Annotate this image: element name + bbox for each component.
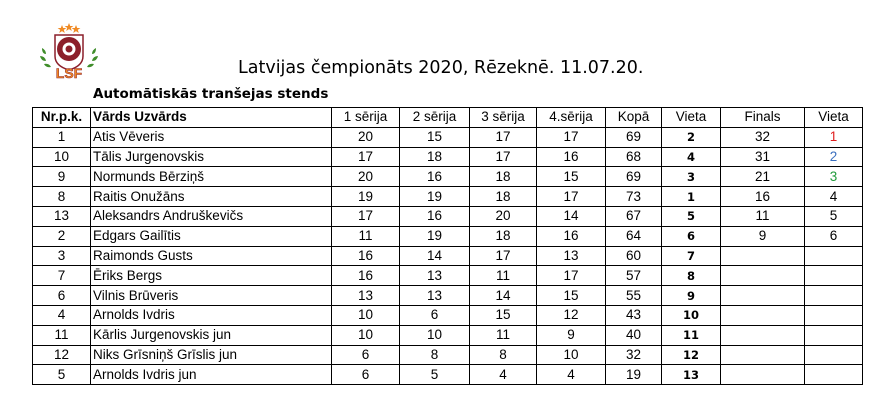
cell-series-1: 16 <box>332 246 400 266</box>
cell-name: Aleksandrs Andruškevičs <box>91 206 332 226</box>
cell-total: 68 <box>606 147 662 167</box>
cell-final-place <box>805 286 863 306</box>
cell-series-4: 14 <box>537 206 606 226</box>
cell-place: 4 <box>662 147 721 167</box>
cell-nr: 8 <box>33 187 91 207</box>
table-row <box>33 187 863 207</box>
col-header-name: Vārds Uzvārds <box>91 108 332 128</box>
cell-name: Raimonds Gusts <box>91 246 332 266</box>
cell-total: 32 <box>606 345 662 365</box>
table-row <box>33 286 863 306</box>
lsf-shooting-federation-logo-icon <box>36 22 102 80</box>
cell-total: 55 <box>606 286 662 306</box>
cell-series-4: 17 <box>537 266 606 286</box>
cell-total: 40 <box>606 325 662 345</box>
cell-series-2: 8 <box>400 345 470 365</box>
cell-name: Normunds Bērziņš <box>91 167 332 187</box>
table-row <box>33 226 863 246</box>
cell-total: 73 <box>606 187 662 207</box>
cell-series-3: 18 <box>470 187 537 207</box>
cell-series-1: 17 <box>332 206 400 226</box>
cell-series-1: 11 <box>332 226 400 246</box>
cell-final-place <box>805 266 863 286</box>
cell-series-4: 15 <box>537 167 606 187</box>
cell-place: 2 <box>662 127 721 147</box>
svg-text:LSF: LSF <box>55 65 83 80</box>
cell-nr: 10 <box>33 147 91 167</box>
cell-place: 12 <box>662 345 721 365</box>
cell-final-place: 1 <box>805 127 863 147</box>
cell-series-4: 17 <box>537 127 606 147</box>
cell-nr: 6 <box>33 286 91 306</box>
cell-place: 10 <box>662 305 721 325</box>
cell-final-place <box>805 305 863 325</box>
cell-series-3: 17 <box>470 246 537 266</box>
cell-series-1: 19 <box>332 187 400 207</box>
cell-series-3: 11 <box>470 325 537 345</box>
cell-series-1: 20 <box>332 127 400 147</box>
cell-final-score: 11 <box>721 206 805 226</box>
cell-series-2: 13 <box>400 266 470 286</box>
cell-final-score <box>721 365 805 385</box>
cell-name: Arnolds Ivdris <box>91 305 332 325</box>
cell-series-4: 17 <box>537 187 606 207</box>
cell-final-score <box>721 286 805 306</box>
cell-series-1: 20 <box>332 167 400 187</box>
cell-series-3: 17 <box>470 127 537 147</box>
cell-series-4: 16 <box>537 226 606 246</box>
col-header-total: Kopā <box>606 108 662 128</box>
cell-final-score: 32 <box>721 127 805 147</box>
cell-final-place: 3 <box>805 167 863 187</box>
cell-name: Atis Vēveris <box>91 127 332 147</box>
cell-series-2: 16 <box>400 206 470 226</box>
cell-total: 69 <box>606 127 662 147</box>
lsf-logo <box>36 22 102 80</box>
cell-nr: 4 <box>33 305 91 325</box>
cell-final-score <box>721 266 805 286</box>
cell-place: 3 <box>662 167 721 187</box>
table-row <box>33 206 863 226</box>
cell-total: 67 <box>606 206 662 226</box>
cell-name: Raitis Onužāns <box>91 187 332 207</box>
cell-series-2: 10 <box>400 325 470 345</box>
col-header-series-4: 4.sērija <box>537 108 606 128</box>
table-row <box>33 127 863 147</box>
col-header-final-place: Vieta <box>805 108 863 128</box>
table-row <box>33 325 863 345</box>
cell-series-4: 12 <box>537 305 606 325</box>
table-row <box>33 266 863 286</box>
cell-total: 64 <box>606 226 662 246</box>
cell-series-2: 19 <box>400 226 470 246</box>
cell-series-1: 6 <box>332 365 400 385</box>
discipline-subtitle: Automātiskās tranšejas stends <box>93 86 329 102</box>
table-row <box>33 147 863 167</box>
cell-series-3: 15 <box>470 305 537 325</box>
results-table <box>32 107 863 385</box>
cell-final-place <box>805 325 863 345</box>
col-header-series-1: 1 sērija <box>332 108 400 128</box>
cell-final-score: 16 <box>721 187 805 207</box>
table-row <box>33 305 863 325</box>
col-header-series-2: 2 sērija <box>400 108 470 128</box>
cell-nr: 1 <box>33 127 91 147</box>
cell-final-score: 21 <box>721 167 805 187</box>
cell-name: Vilnis Brūveris <box>91 286 332 306</box>
cell-series-3: 18 <box>470 167 537 187</box>
cell-place: 9 <box>662 286 721 306</box>
cell-place: 7 <box>662 246 721 266</box>
cell-place: 1 <box>662 187 721 207</box>
cell-total: 69 <box>606 167 662 187</box>
cell-final-place: 2 <box>805 147 863 167</box>
cell-nr: 11 <box>33 325 91 345</box>
cell-series-2: 15 <box>400 127 470 147</box>
cell-series-1: 6 <box>332 345 400 365</box>
cell-series-4: 4 <box>537 365 606 385</box>
col-header-nr: Nr.p.k. <box>33 108 91 128</box>
table-row <box>33 365 863 385</box>
page-title: Latvijas čempionāts 2020, Rēzeknē. 11.07.20. <box>238 58 644 78</box>
cell-final-score <box>721 345 805 365</box>
cell-total: 60 <box>606 246 662 266</box>
table-row <box>33 345 863 365</box>
cell-series-1: 13 <box>332 286 400 306</box>
cell-series-3: 14 <box>470 286 537 306</box>
cell-name: Tālis Jurgenovskis <box>91 147 332 167</box>
cell-place: 6 <box>662 226 721 246</box>
cell-name: Arnolds Ivdris jun <box>91 365 332 385</box>
cell-final-place <box>805 345 863 365</box>
cell-series-1: 10 <box>332 305 400 325</box>
cell-series-3: 18 <box>470 226 537 246</box>
cell-total: 57 <box>606 266 662 286</box>
cell-series-4: 9 <box>537 325 606 345</box>
cell-series-3: 20 <box>470 206 537 226</box>
cell-series-3: 8 <box>470 345 537 365</box>
cell-series-2: 18 <box>400 147 470 167</box>
cell-series-2: 13 <box>400 286 470 306</box>
col-header-series-3: 3 sērija <box>470 108 537 128</box>
cell-final-score: 9 <box>721 226 805 246</box>
cell-series-1: 17 <box>332 147 400 167</box>
cell-nr: 7 <box>33 266 91 286</box>
cell-final-place: 5 <box>805 206 863 226</box>
cell-series-1: 10 <box>332 325 400 345</box>
results-body <box>33 127 863 384</box>
cell-series-4: 13 <box>537 246 606 266</box>
cell-nr: 3 <box>33 246 91 266</box>
cell-final-place <box>805 365 863 385</box>
cell-nr: 12 <box>33 345 91 365</box>
cell-series-2: 16 <box>400 167 470 187</box>
cell-total: 19 <box>606 365 662 385</box>
cell-total: 43 <box>606 305 662 325</box>
cell-series-2: 19 <box>400 187 470 207</box>
cell-series-2: 14 <box>400 246 470 266</box>
cell-series-4: 16 <box>537 147 606 167</box>
col-header-place: Vieta <box>662 108 721 128</box>
cell-series-3: 17 <box>470 147 537 167</box>
cell-name: Kārlis Jurgenovskis jun <box>91 325 332 345</box>
cell-place: 13 <box>662 365 721 385</box>
cell-series-3: 11 <box>470 266 537 286</box>
table-row <box>33 246 863 266</box>
cell-final-score <box>721 325 805 345</box>
cell-series-3: 4 <box>470 365 537 385</box>
cell-final-place <box>805 246 863 266</box>
cell-series-2: 6 <box>400 305 470 325</box>
cell-nr: 13 <box>33 206 91 226</box>
cell-series-4: 10 <box>537 345 606 365</box>
header-row <box>33 108 863 128</box>
cell-final-score: 31 <box>721 147 805 167</box>
cell-final-score <box>721 246 805 266</box>
cell-nr: 9 <box>33 167 91 187</box>
cell-series-1: 16 <box>332 266 400 286</box>
col-header-final: Finals <box>721 108 805 128</box>
table-row <box>33 167 863 187</box>
cell-name: Niks Grīsniņš Grīslis jun <box>91 345 332 365</box>
cell-place: 5 <box>662 206 721 226</box>
cell-name: Edgars Gailītis <box>91 226 332 246</box>
cell-place: 8 <box>662 266 721 286</box>
cell-nr: 5 <box>33 365 91 385</box>
cell-final-place: 4 <box>805 187 863 207</box>
cell-place: 11 <box>662 325 721 345</box>
cell-name: Ēriks Bergs <box>91 266 332 286</box>
cell-final-place: 6 <box>805 226 863 246</box>
cell-series-2: 5 <box>400 365 470 385</box>
cell-nr: 2 <box>33 226 91 246</box>
cell-series-4: 15 <box>537 286 606 306</box>
cell-final-score <box>721 305 805 325</box>
